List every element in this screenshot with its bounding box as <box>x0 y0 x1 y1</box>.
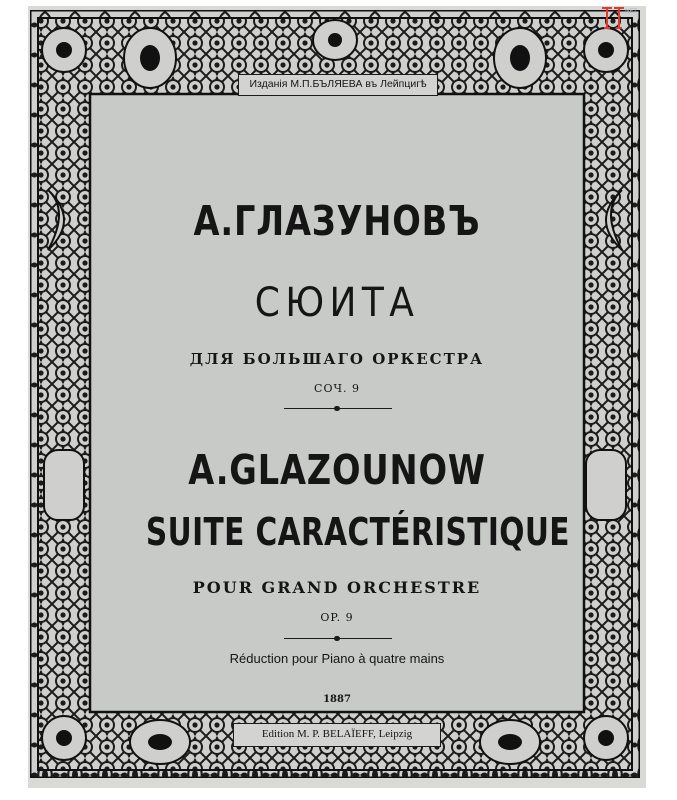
reduction-note: Réduction pour Piano à quatre mains <box>229 651 445 666</box>
subtitle-ru: ДЛЯ БОЛЬШАГО ОРКЕСТРА <box>189 350 485 368</box>
logo-text: NET <box>625 8 637 15</box>
opus-fr: OP. 9 <box>320 611 354 624</box>
divider-dot-fr <box>334 636 340 641</box>
publisher-de-label: Edition M. P. BELAÏEFF, Leipzig <box>233 723 441 747</box>
composer-fr: A.GLAZOUNOW <box>188 446 486 494</box>
title-fr: SUITE CARACTÉRISTIQUE <box>145 510 570 554</box>
publisher-ru-label: Изданія М.П.БЪЛЯЕВА въ Лейпцигѣ <box>238 74 438 96</box>
publication-year: 1887 <box>323 694 351 705</box>
title-ru: СЮИТА <box>254 280 420 326</box>
subtitle-fr: POUR GRAND ORCHESTRE <box>192 578 482 597</box>
divider-dot-ru <box>334 406 340 411</box>
composer-ru: А.ГЛАЗУНОВЪ <box>193 197 481 245</box>
opus-ru: СОЧ. 9 <box>314 382 360 395</box>
